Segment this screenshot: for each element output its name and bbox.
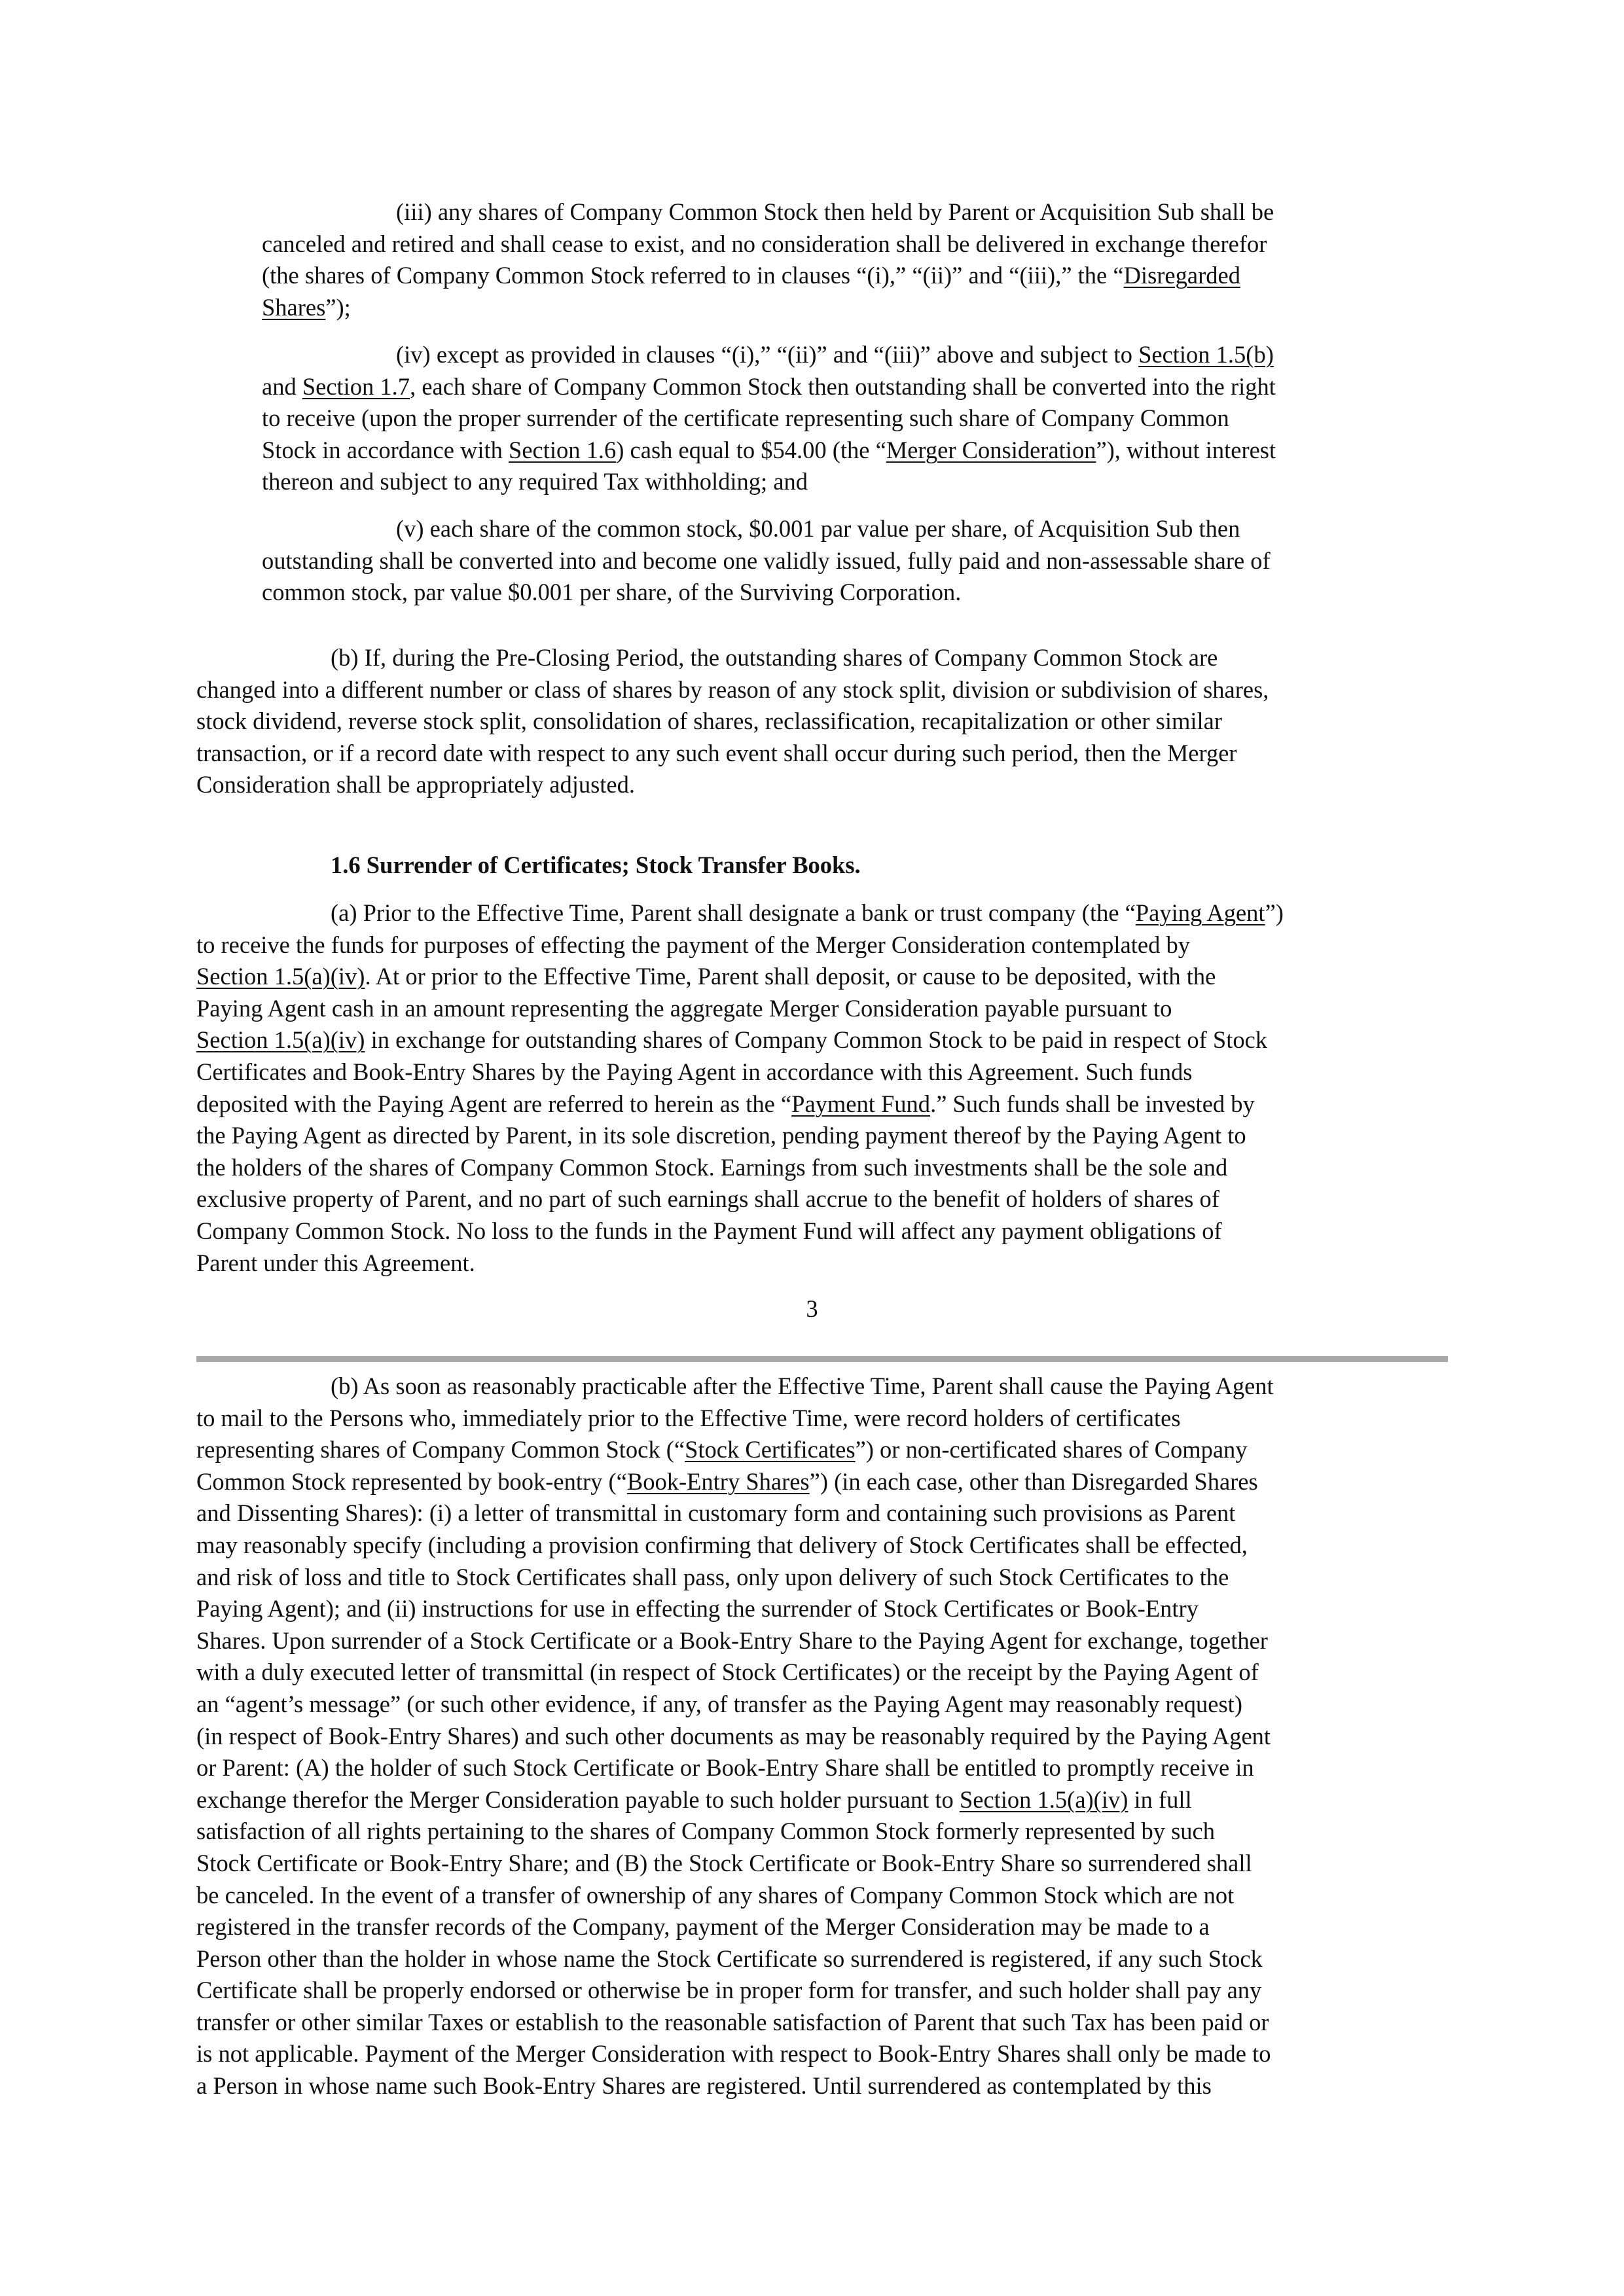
text-line (196, 1625, 1447, 1657)
line-text: Company Common Stock. No loss to the funds in the Payment Fund will affect any payment obligations of (196, 1217, 1222, 1244)
text-line (262, 339, 1447, 371)
text-line (196, 674, 1447, 706)
text-line (196, 1911, 1447, 1943)
page-separator (196, 1356, 1448, 1362)
text-line (262, 435, 1447, 467)
clause-v (262, 513, 1447, 609)
section-heading: 1.6 Surrender of Certificates; Stock Transfer Books. (331, 852, 861, 878)
text-line (196, 1498, 1447, 1530)
line-text: ”) (1265, 899, 1284, 926)
line-text: (b) As soon as reasonably practicable after the Effective Time, Parent shall cause the Paying Agent (331, 1372, 1274, 1399)
text-line (262, 403, 1447, 435)
text-line (196, 738, 1447, 770)
line-text: Paying Agent); and (ii) instructions for use in effecting the surrender of Stock Certificates or Book-Entry (196, 1595, 1199, 1623)
defined-term-reference: Payment Fund (791, 1090, 931, 1117)
line-text: stock dividend, reverse stock split, consolidation of shares, reclassification, recapitalization or other similar (196, 708, 1223, 735)
line-text: may reasonably specify (including a provision confirming that delivery of Stock Certificates shall be effected, (196, 1531, 1248, 1558)
defined-term-reference: Section 1.5(b) (1138, 341, 1274, 368)
line-text: registered in the transfer records of the Company, payment of the Merger Consideration may be made to a (196, 1913, 1210, 1941)
text-line (196, 1593, 1447, 1625)
line-text: ) cash equal to $54.00 (the “ (616, 436, 886, 463)
line-text: (v) each share of the common stock, $0.001 par value per share, of Acquisition Sub then (396, 515, 1240, 542)
line-text: exchange therefor the Merger Consideration payable to such holder pursuant to (196, 1785, 960, 1813)
line-text: changed into a different number or class of shares by reason of any stock split, division or subdivision of shares, (196, 675, 1269, 703)
line-text: and (262, 372, 302, 400)
text-line (196, 2038, 1447, 2070)
text-line (196, 1247, 1447, 1280)
text-line (196, 929, 1447, 961)
line-text: representing shares of Company Common Stock (“ (196, 1436, 685, 1463)
defined-term-reference: Book-Entry Shares (626, 1467, 810, 1495)
line-text: to receive (upon the proper surrender of the certificate representing such share of Company Common (262, 404, 1229, 432)
line-text: deposited with the Paying Agent are referred to herein as the “ (196, 1090, 792, 1117)
text-line (262, 545, 1447, 577)
defined-term-reference: Merger Consideration (886, 436, 1096, 463)
text-line (262, 292, 1447, 324)
line-text: Person other than the holder in whose name the Stock Certificate so surrendered is registered, if any such Stock (196, 1945, 1263, 1972)
line-text: Stock in accordance with (262, 436, 509, 463)
defined-term-reference: Shares (262, 293, 326, 321)
line-text: the Paying Agent as directed by Parent, in its sole discretion, pending payment thereof by the Paying Agent to (196, 1122, 1246, 1149)
text-line (196, 897, 1447, 929)
line-text: Certificates and Book-Entry Shares by the Paying Agent in accordance with this Agreement. Such funds (196, 1058, 1193, 1085)
text-line (196, 1816, 1447, 1848)
line-text: an “agent’s message” (or such other evidence, if any, of transfer as the Paying Agent may reasonably request) (196, 1690, 1242, 1717)
line-text: to receive the funds for purposes of effecting the payment of the Merger Consideration contemplated by (196, 931, 1190, 958)
line-text: outstanding shall be converted into and become one validly issued, fully paid and non-assessable share of (262, 547, 1271, 574)
text-line (196, 1088, 1447, 1121)
text-line (196, 1056, 1447, 1088)
line-text: (a) Prior to the Effective Time, Parent shall designate a bank or trust company (the “ (331, 899, 1136, 926)
line-text: exclusive property of Parent, and no part of such earnings shall accrue to the benefit of holders of shares of (196, 1185, 1219, 1213)
text-line (196, 706, 1447, 738)
line-text: .” Such funds shall be invested by (930, 1090, 1255, 1117)
line-text: and Dissenting Shares): (i) a letter of transmittal in customary form and containing such provisions as Parent (196, 1499, 1236, 1527)
text-line (262, 513, 1447, 545)
text-line (196, 1434, 1447, 1466)
text-line (196, 961, 1447, 993)
line-text: and risk of loss and title to Stock Certificates shall pass, only upon delivery of such Stock Certificates to the (196, 1563, 1229, 1590)
defined-term-reference: Section 1.5(a)(iv) (959, 1785, 1128, 1813)
line-text: is not applicable. Payment of the Merger Consideration with respect to Book-Entry Shares shall only be made to (196, 2040, 1271, 2068)
text-line (262, 260, 1447, 292)
paragraph-a-paying-agent (196, 897, 1447, 1279)
text-line (262, 577, 1447, 609)
text-line (262, 371, 1447, 403)
defined-term-reference: Section 1.6 (509, 436, 617, 463)
line-text: or Parent: (A) the holder of such Stock Certificate or Book-Entry Share shall be entitled to promptly receive in (196, 1754, 1254, 1782)
line-text: satisfaction of all rights pertaining to the shares of Company Common Stock formerly represented by such (196, 1818, 1215, 1845)
defined-term-reference: Disregarded (1123, 262, 1240, 289)
line-text: transfer or other similar Taxes or establish to the reasonable satisfaction of Parent that such Tax has been paid or (196, 2008, 1269, 2036)
line-text: , each share of Company Common Stock then outstanding shall be converted into the right (410, 372, 1276, 400)
line-text: ”) or non-certificated shares of Company (855, 1436, 1248, 1463)
text-line (196, 2007, 1447, 2039)
line-text: Stock Certificate or Book-Entry Share; and (B) the Stock Certificate or Book-Entry Share so surrendered shall (196, 1849, 1252, 1876)
line-text: common stock, par value $0.001 per share, of the Surviving Corporation. (262, 579, 962, 606)
line-text: transaction, or if a record date with respect to any such event shall occur during such period, then the Merger (196, 739, 1237, 766)
text-line (196, 1024, 1447, 1056)
line-text: in exchange for outstanding shares of Company Common Stock to be paid in respect of Stock (365, 1026, 1268, 1054)
text-line (196, 1371, 1447, 1403)
line-text: ”) (in each case, other than Disregarded Shares (809, 1467, 1258, 1495)
defined-term-reference: Section 1.5(a)(iv) (196, 1026, 365, 1054)
text-line (196, 1215, 1447, 1247)
line-text: (in respect of Book-Entry Shares) and such other documents as may be reasonably required by the Paying Agent (196, 1722, 1271, 1749)
line-text: with a duly executed letter of transmittal (in respect of Stock Certificates) or the receipt by the Paying Agent of (196, 1659, 1259, 1686)
text-line (196, 1943, 1447, 1975)
line-text: thereon and subject to any required Tax withholding; and (262, 468, 808, 495)
line-text: Paying Agent cash in an amount representing the aggregate Merger Consideration payable pursuant to (196, 994, 1172, 1022)
text-line (196, 1657, 1447, 1689)
line-text: a Person in whose name such Book-Entry Shares are registered. Until surrendered as contemplated by this (196, 2072, 1212, 2100)
line-text: the holders of the shares of Company Common Stock. Earnings from such investments shall be the sole and (196, 1153, 1228, 1181)
line-text: Certificate shall be properly endorsed or otherwise be in proper form for transfer, and such holder shall pay any (196, 1977, 1262, 2004)
line-text: be canceled. In the event of a transfer of ownership of any shares of Company Common Stock which are not (196, 1881, 1235, 1909)
line-text: (iii) any shares of Company Common Stock then held by Parent or Acquisition Sub shall be (396, 198, 1274, 225)
line-text: . At or prior to the Effective Time, Parent shall deposit, or cause to be deposited, with the (365, 963, 1216, 990)
line-text: Common Stock represented by book-entry (“ (196, 1467, 627, 1495)
line-text: (b) If, during the Pre-Closing Period, the outstanding shares of Company Common Stock are (331, 644, 1218, 671)
defined-term-reference: Section 1.5(a)(iv) (196, 963, 365, 990)
text-line (262, 228, 1447, 260)
clause-iv (262, 339, 1447, 498)
text-line (196, 1784, 1447, 1816)
line-text: Shares. Upon surrender of a Stock Certificate or a Book-Entry Share to the Paying Agent for exchange, together (196, 1626, 1268, 1654)
line-text: (iv) except as provided in clauses “(i),” “(ii)” and “(iii)” above and subject to (396, 341, 1139, 368)
text-line (262, 466, 1447, 498)
text-line (196, 993, 1447, 1025)
line-text: ”); (325, 293, 351, 321)
line-text: (the shares of Company Common Stock referred to in clauses “(i),” “(ii)” and “(iii),” the “ (262, 262, 1124, 289)
text-line (196, 1466, 1447, 1498)
line-text: Parent under this Agreement. (196, 1249, 475, 1276)
text-line (196, 1752, 1447, 1784)
text-line (196, 1183, 1447, 1215)
paragraph-b-adjustment (196, 642, 1447, 801)
text-line (196, 1403, 1447, 1435)
text-line (196, 1975, 1447, 2007)
defined-term-reference: Paying Agent (1135, 899, 1265, 926)
text-line (196, 1562, 1447, 1594)
text-line (196, 1530, 1447, 1562)
page-number: 3 (806, 1295, 818, 1322)
line-text: to mail to the Persons who, immediately prior to the Effective Time, were record holders of certificates (196, 1404, 1181, 1431)
text-line (262, 196, 1447, 228)
text-line (196, 1152, 1447, 1184)
defined-term-reference: Section 1.7 (302, 372, 410, 400)
line-text: ”), without interest (1096, 436, 1276, 463)
text-line (196, 1120, 1447, 1152)
text-line (196, 2070, 1447, 2102)
line-text: in full (1128, 1785, 1192, 1813)
defined-term-reference: Stock Certificates (685, 1436, 856, 1463)
text-line (196, 1721, 1447, 1753)
text-line (196, 1689, 1447, 1721)
text-line (196, 642, 1447, 674)
text-line (196, 1880, 1447, 1912)
line-text: canceled and retired and shall cease to exist, and no consideration shall be delivered in exchange therefor (262, 230, 1267, 257)
text-line (196, 1848, 1447, 1880)
paragraph-b-mailing (196, 1371, 1447, 2102)
line-text: Consideration shall be appropriately adjusted. (196, 771, 636, 798)
clause-iii (262, 196, 1447, 323)
text-line (196, 769, 1447, 801)
